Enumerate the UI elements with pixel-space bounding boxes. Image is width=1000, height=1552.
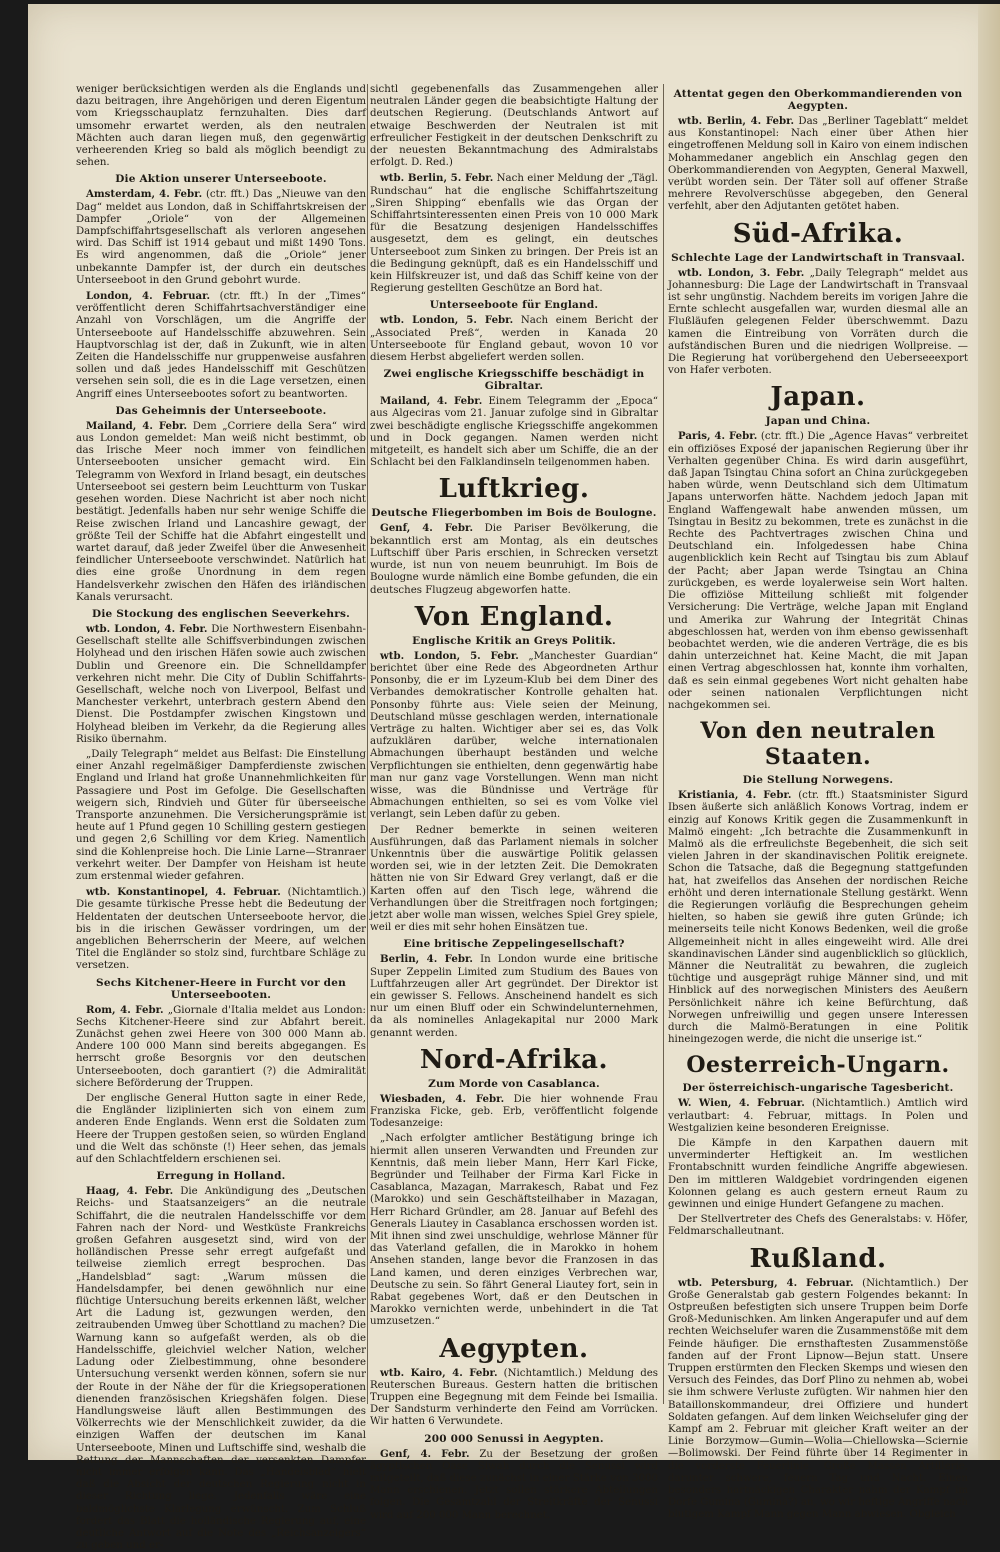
article-paragraph (668, 789, 968, 1046)
column-1 (76, 84, 367, 1552)
article-headline: Unterseeboote für England. (429, 299, 599, 312)
dateline: wtb. Berlin, 4. Febr. (678, 115, 795, 127)
article-headline: Das Geheimnis der Unterseeboote. (115, 404, 327, 417)
column-rule (663, 84, 664, 1404)
article-headline: Zum Morde von Casablanca. (428, 1077, 600, 1090)
dateline: wtb. London, 4. Febr. (86, 622, 208, 635)
dateline: Kristiania, 4. Febr. (678, 789, 792, 802)
paragraph-text: Zu der Besetzung der großen ägyptischen Oase Siwah durch die Senussi wird mitgeteilt, daß diese zunächst in einer Stärke von 3000 Mann erschienen. Jetzt sollen stärkere Abteilungen folgen. Die Gesamtzahl der Streitkräfte der Senussi wird auf 200 000 Mann berechnet. (370, 1448, 658, 1521)
dateline: Genf, 4. Febr. (380, 522, 473, 535)
article-paragraph (370, 1093, 658, 1131)
dateline: London, 4. Februar. (86, 290, 211, 303)
article-headline: Eine britische Zeppelingesellschaft? (403, 938, 625, 951)
article-paragraph (76, 1004, 366, 1090)
section-heading: Süd-Afrika. (732, 218, 904, 249)
section-heading: Japan. (770, 382, 866, 413)
paragraph-text: (ctr. fft.) In der „Times“ veröffentlicht deren Schiffahrtsachverständiger eine Anzahl von Vorschlägen, um die Angriffe der Unterseeboote auf Handelsschiffe abzuwehren. Sein Hauptvorschlag ist der, daß in Zukunft, wie in alten Zeiten die Handelsschiffe nur gruppenweise ausfahren sollen und daß jedes Handelsschiff mit Geschützen versehen sein soll, die es in die Lage versetzen, einen Angriff eines Unterseebootes sofort zu beantworten. (76, 291, 366, 400)
article-paragraph (76, 886, 366, 972)
article-headline: Deutsche Fliegerbomben im Bois de Boulogne. (371, 507, 657, 520)
dateline: Wiesbaden, 4. Febr. (380, 1092, 505, 1105)
article-paragraph: sichtl gegebenenfalls das Zusammengehen aller neutralen Länder gegen die beabsichtigte Haltung der deutschen Regierung. (Deutschlands Antwort auf etwaige Beschwerden der Neutralen ist mit erfreulicher Festigkeit in der deutschen Denkschrift zu der neuesten Bekanntmachung des Admiralstabs erfolgt. D. Red.) (370, 84, 658, 169)
paragraph-text: (Nichtamtlich.) Meldung des Reuterschen Bureaus. Gestern hatten die britischen Truppen eine Begegnung mit dem Feinde bei Ismailia. Der Sandsturm verhinderte den Feind am Vorrücken. Wir hatten 6 Verwundete. (370, 1367, 658, 1428)
dateline: Mailand, 4. Febr. (86, 419, 188, 432)
paragraph-text: Die Ankündigung des „Deutschen Reichs- und Staatsanzeigers“ an die neutrale Schiffahrt, die die neutralen Handelsschiffe vor dem Fahren nach der Nord- und Westküste Frankreichs großen Gefahren ausgesetzt sind, wird von der holländischen Presse sehr erregt aufgefaßt und teilweise ziemlich erregt besprochen. Das „Handelsblad“ sagt: „Warum müssen die Handelsdampfer, bei denen gewöhnlich nur eine flüchtige Untersuchung bereits erkennen läßt, welcher Art die Ladung ist, gezwungen werden, den zeitraubenden Umweg über Schottland zu machen? Die Warnung kann so aufgefaßt werden, als ob die Handelsschiffe, gleichviel welcher Nation, welcher Ladung oder Zielbestimmung, ohne besondere Untersuchung versenkt werden können, sofern sie nur der Route in der Nähe der für die Kriegsoperationen dienenden französischen Kriegshäfen folgen. Diese Handlungsweise läuft allen Bestimmungen des Völkerrechts wie der Menschlichkeit zuwider, da die einzigen Waffen der deutschen im Kanal Unterseeboote, Minen und Luftschiffe sind, weshalb die Rettung der Mannschaften der versenkten Dampfer nicht immer erfolgen kann. Das „Handelsblad“ hielt daß die Absicht der deutschen Regierung nicht in dieser Richtung liege. Jedenfalls wäre eine baldmöglichste Klarlegung erwünscht. Zum Schluß fordert das Blatt die holländische Regierung auf, eine deutliche Antwort auf die Note des „Reichsanzeigers“ zu geben und er- (76, 1186, 367, 1552)
paragraph-text: Dem „Corriere della Sera“ wird aus London gemeldet: Man weiß nicht bestimmt, ob das Irische Meer noch immer von feindlichen Unterseebooten unsicher gemacht wird. Ein Telegramm von Wexford in Irland besagt, ein deutsches Unterseeboot sei gestern beim Leuchtturm von Tuskar gesehen worden. Diese Nachricht ist aber noch nicht bestätigt. Jedenfalls haben nur sehr wenige Schiffe die Reise zwischen Irland und Lancashire gewagt, der größte Teil der Schiffe hat die Abfahrt eingestellt und wartet darauf, daß jeder Zweifel über die Anwesenheit feindlicher Unterseeboote verschwindet. Natürlich hat dies eine große Unordnung in dem regen Handelsverkehr zwischen den Häfen des irländischen Kanals verursacht. (76, 420, 366, 603)
dateline: wtb. Konstantinopel, 4. Februar. (86, 886, 281, 899)
article-paragraph: „Nach erfolgter amtlicher Bestätigung bringe ich hiermit allen unseren Verwandten und Freunden zur Kenntnis, daß mein lieber Mann, Herr Karl Ficke, Begründer und Teilhaber der Firma Karl Ficke in Casablanca, Mazagan, Marrakesch, Rabat und Fez (Marokko) und sein Geschäftsteilhaber in Mazagan, Herr Richard Gründler, am 28. Januar auf Befehl des Generals Liautey in Casablanca erschossen worden ist. Mit ihnen sind zwei unschuldige, wehrlose Männer für das Vaterland gefallen, die in Marokko in hohem Ansehen standen, lange bevor die Franzosen in das Land kamen, und deren einziges Verbrechen war, Deutsche zu sein. So fährt General Liautey fort, sein in Rabat gegebenes Wort, daß er den Deutschen in Marokko vernichten werde, unbehindert in die Tat umzusetzen.“ (370, 1133, 658, 1328)
dateline: Mailand, 4. Febr. (380, 395, 483, 408)
article-paragraph (668, 430, 968, 712)
section-heading: Aegypten. (439, 1333, 589, 1364)
dateline: wtb. Kairo, 4. Febr. (380, 1366, 498, 1379)
section-heading: Nord-Afrika. (419, 1044, 609, 1075)
paragraph-text: (ctr. fft.) Staatsminister Sigurd Ibsen äußerte sich anläßlich Konows Vortrag, indem er einzig auf Konows Kritik gegen die Zusammenkunft in Malmö eingeht: „Ich betrachte die Zusammenkunft in Malmö als die erfreulichste Begebenheit, die sich seit vielen Jahren in der skandinavischen Politik ereignete. Schon die Tatsache, daß die Begegnung stattgefunden hat, hat zweifellos das Ansehen der nordischen Reiche erhöht und deren internationale Stellung gestärkt. Wenn die Regierungen vorläufig die Besprechungen geheim hielten, so haben sie gewiß ihre guten Gründe; ich meinerseits teile nicht Konows Bedenken, weil die große Allgemeinheit nicht in alles eingeweiht wird. Alle drei skandinavischen Länder sind augenblicklich so glücklich, Männer die Neutralität zu bewahren, die zugleich tüchtige und ausgeprägt ruhige Männer sind, und mit Hinblick auf des norwegischen Ministers des Aeußern Persönlichkeit nähre ich keine Befürchtung, daß Norwegen unfreiwillig und gegen unsere Interessen durch die Malmö-Beratungen in eine Politik hineingezogen werde, die nicht die unserige ist.“ (668, 790, 968, 1046)
article-headline: Englische Kritik an Greys Politik. (412, 634, 616, 647)
article-headline: Erregung in Holland. (156, 1170, 286, 1183)
article-paragraph: „Daily Telegraph“ meldet aus Belfast: Die Einstellung einer Anzahl regelmäßiger Dampferdienste zwischen England und Irland hat große Unannehmlichkeiten für Passagiere und Post im Gefolge. Die Gesellschaften weigern sich, Rindvieh und Güter für überseeische Transporte anzunehmen. Die Versicherungsprämie ist heute auf 1 Pfund gegen 10 Schilling gestern gestiegen und gegen 2,6 Schilling vor dem Krieg. Namentlich sind die Kohlenpreise hoch. Die Linie Larne—Stranraer verkehrt weiter. Der Dampfer von Heisham ist heute zum erstenmal wieder gefahren. (76, 748, 366, 882)
paragraph-text: (Nichtamtlich.) Der Große Generalstab gab gestern Folgendes bekannt: In Ostpreußen befestigten sich unsere Truppen beim Dorfe Groß-Medunischken. Am linken Angerapufer und auf dem rechten Weichselufer waren die Zusammenstöße mit dem Feinde häufiger. Die ernsthaftesten Zusammenstöße fanden auf der Front Lipnow—Bejun statt. Unsere Truppen erstürmten den Flecken Skemps und wiesen den Versuch des Feindes, das Dorf Plino zu nehmen ab, wobei sie ihm schwere Verluste zufügten. Wir nahmen hier den Bataillonskommandeur, drei Offiziere und hundert Soldaten gefangen. Auf dem linken Weichselufer ging der Kampf am 2. Februar mit gleicher Kraft weiter an der Linie Borzymow—Gumin—Wolia—Chiellowska—Sciernie—Bolimowski. Der Feind führte über 14 Regimenter in die vorderste Feuerlinie. Große Massen Artillerie, darunter schwere, feuern Tag und Nacht. Einen besonders hartnäckigen Charakter nahm der Kampf im Dorfe Gumina (Guminà?) an, wo wir heftige Angriffe nach blutigem Kampf Mann gegen Mann abwiesen. Obgleich (668, 1277, 969, 1521)
article-paragraph (76, 290, 366, 401)
column-2 (370, 84, 659, 1521)
dateline: Berlin, 4. Febr. (380, 953, 473, 966)
article-paragraph (668, 115, 968, 214)
paragraph-text: „Daily Telegraph“ meldet aus Johannesburg: Die Lage der Landwirtschaft in Transvaal ist sehr ungünstig. Nachdem bereits im vorigen Jahre die Ernte schlecht ausgefallen war, wurden diesmal alle an Flußläufen gelegenen Felder überschwemmt. Dazu kamen die Eintreibung von Vorräten durch die aufständischen Buren und die niedrigen Wollpreise. — Die Regierung hat vorübergehend den Ueberseeexport von Hafer verboten. (668, 267, 968, 377)
section-heading: Oesterreich-Ungarn. (686, 1052, 950, 1079)
column-rule (367, 84, 368, 1404)
paragraph-text: „Manchester Guardian“ berichtet über eine Rede des Abgeordneten Arthur Ponsonby, die er im Lyzeum-Klub bei dem Diner des Verbandes demokratischer Kontrolle gehalten hat. Ponsonby führte aus: Viele seien der Meinung, Deutschland müsse geschlagen werden, internationale Verträge zu halten. Wichtiger aber sei es, das Volk aufzuklären darüber, welche internationalen Abmachungen überhaupt beständen und welche Verpflichtungen sie enthielten, denn gegenwärtig habe man nur ganz vage Vorstellungen. Wenn man nicht wisse, was die Bündnisse und Verträge für Abmachungen enthielten, so sei es vom Volke viel verlangt, sein Leben dafür zu geben. (370, 650, 658, 821)
section-heading: Rußland. (749, 1243, 887, 1274)
article-paragraph: Der englische General Hutton sagte in einer Rede, die Engländer liziplinierten sich von einem zum anderen Ende Englands. Wenn erst die Soldaten zum Heere der Truppen gestoßen seien, so würden England und die Welt das schönste (!) Heer sehen, das jemals auf den Schlachtfeldern erschienen sei. (76, 1093, 366, 1166)
paragraph-text: Die Pariser Bevölkerung, die bekanntlich erst am Montag, als ein deutsches Luftschiff über Paris erschien, in Schrecken versetzt wurde, ist nun von neuem beunruhigt. Im Bois de Boulogne wurde nämlich eine Bombe gefunden, die ein deutsches Flugzeug abgeworfen hatte. (370, 523, 658, 596)
article-paragraph (668, 1277, 968, 1522)
article-headline: Der österreichisch-ungarische Tagesbericht. (682, 1082, 954, 1095)
article-paragraph (370, 953, 658, 1039)
article-paragraph (370, 1367, 658, 1429)
article-paragraph (370, 395, 658, 469)
column-3 (668, 84, 969, 1521)
section-heading: Luftkrieg. (438, 474, 590, 505)
dateline: Genf, 4. Febr. (380, 1447, 470, 1460)
article-paragraph (370, 1448, 658, 1522)
article-headline: Die Aktion unserer Unterseeboote. (115, 173, 327, 186)
section-heading: Von den neutralen Staaten. (700, 718, 936, 771)
article-paragraph: weniger berücksichtigen werden als die Englands und dazu beitragen, ihre Angehörigen und deren Eigentum vom Kriegsschauplatz fernzuhalten. Dies darf umsomehr erwartet werden, als den neutralen Mächten auch daran liegen muß, den gegenwärtig verheerenden Krieg so bald als möglich beendigt zu sehen. (76, 84, 366, 169)
article-paragraph: Der Stellvertreter des Chefs des Generalstabs: v. Höfer, Feldmarschalleutnant. (668, 1214, 968, 1238)
article-headline: Zwei englische Kriegsschiffe beschädigt in Gibraltar. (383, 368, 645, 393)
article-paragraph (370, 314, 658, 364)
paragraph-text: (ctr. fft.) Die „Agence Havas“ verbreitet ein offiziöses Exposé der japanischen Regierung über ihr Verhalten gegenüber China. Es wird darin ausgeführt, daß Japan Tsingtau China sofort an China zurückgegeben haben würde, wenn Deutschland sich dem Ultimatum Japans unterworfen hätte. Nachdem jedoch Japan mit England Waffengewalt habe anwenden müssen, um Tsingtau in Besitz zu bekommen, trete es zunächst in die Rechte des Pachtvertrages zwischen China und Deutschland ein. Infolgedessen habe China augenblicklich kein Recht auf Tsingtau bis zum Ablauf der Pacht; aber Japan werde Tsingtau an China zurückgeben, es werde loyalerweise sein Wort halten. Die offiziöse Mitteilung schließt mit folgender Versicherung: Die Verträge, welche Japan mit England und Amerika zur Wahrung der Integrität Chinas abgeschlossen hat, werden von ihm ebenso gewissenhaft beobachtet werden, wie die anderen Verträge, die es bis dahin unterzeichnet hat. Keine Macht, die mit Japan einen Vertrag abgeschlossen hat, konnte ihm vorhalten, daß es sein einmal gegebenes Wort nicht gehalten habe oder seinen nationalen Verpflichtungen nicht nachgekommen sei. (668, 431, 968, 711)
article-paragraph: Die Kämpfe in den Karpathen dauern mit unverminderter Heftigkeit an. Im westlichen Frontabschnitt wurden feindliche Angriffe abgewiesen. Den im mittleren Waldgebiet vordringenden eigenen Kolonnen gelang es auch gestern erneut Raum zu gewinnen und einige Hundert Gefangene zu machen. (668, 1138, 968, 1211)
paragraph-text: (ctr. fft.) Das „Nieuwe van den Dag“ meldet aus London, daß in Schiffahrtskreisen der Dampfer „Oriole“ von der Allgemeinen Dampfschiffahrtsgesellschaft als verloren angesehen wird. Das Schiff ist 1914 gebaut und mißt 1490 Tons. Es wird angenommen, daß die „Oriole“ jener unbekannte Dampfer ist, der durch ein deutsches Unterseeboot in den Grund gebohrt wurde. (76, 189, 367, 286)
paragraph-text: Einem Telegramm der „Epoca“ aus Algeciras vom 21. Januar zufolge sind in Gibraltar zwei beschädigte englische Kriegsschiffe angekommen und in Dock gegangen. Namen werden nicht mitgeteilt, es handelt sich aber um Schiffe, die an der Schlacht bei den Falklandinseln teilgenommen haben. (370, 396, 658, 469)
article-paragraph (76, 188, 366, 287)
dateline: Amsterdam, 4. Febr. (86, 188, 203, 201)
article-headline: Schlechte Lage der Landwirtschaft in Transvaal. (671, 251, 965, 264)
article-paragraph (76, 623, 366, 746)
dateline: Paris, 4. Febr. (678, 430, 758, 443)
article-headline: Japan und China. (765, 415, 871, 428)
article-paragraph (76, 1185, 366, 1552)
dateline: Haag, 4. Febr. (86, 1185, 174, 1198)
paragraph-text: Nach einer Meldung der „Tägl. Rundschau“ hat die englische Schiffahrtszeitung „Siren Shipping“ ebenfalls wie das Organ der Schiffahrtsinteressenten einen Preis von 10 000 Mark für die Besatzung desjenigen Handelsschiffes ausgesetzt, dem es gelingt, ein deutsches Unterseeboot zum Sinken zu bringen. Der Preis ist an die Bedingung geknüpft, daß es ein Handelsschiff und kein Hilfskreuzer ist, und daß das Schiff keine von der Regierung gestellten Geschütze an Bord hat. (370, 173, 658, 295)
paragraph-text: (Nichtamtlich.) Amtlich wird verlautbart: 4. Februar, mittags. In Polen und Westgalizien keine besonderen Ereignisse. (668, 1098, 968, 1134)
article-paragraph: Der Redner bemerkte in seinen weiteren Ausführungen, daß das Parlament niemals in solcher Unkenntnis über die auswärtige Politik gelassen worden sei, wie in der letzten Zeit. Die Demokraten hätten nie von Sir Edward Grey verlangt, daß er die Karten offen auf den Tisch lege, während die Verhandlungen über die Streitfragen noch fortgingen; jetzt aber wolle man wissen, welches Spiel Grey spiele, weil er dies mit sehr hohen Einsätzen tue. (370, 824, 658, 934)
section-heading: Von England. (414, 601, 614, 632)
article-paragraph (76, 420, 366, 604)
dateline: W. Wien, 4. Februar. (678, 1097, 805, 1110)
dateline: wtb. London, 3. Febr. (678, 266, 805, 279)
dateline: Rom, 4. Febr. (86, 1003, 164, 1016)
article-headline: Attentat gegen den Oberkommandierenden von Aegypten. (673, 88, 963, 112)
paragraph-text: In London wurde eine britische Super Zeppelin Limited zum Studium des Baues von Luftfahrzeugen aller Art gegründet. Der Direktor ist ein gewisser S. Fellows. Anscheinend handelt es sich nur um einen Bluff oder ein Schwindelunternehmen, da als nominelles Anlagekapital nur 2000 Mark genannt werden. (370, 954, 659, 1039)
paragraph-text: Nach einem Bericht der „Associated Preß“, werden in Kanada 20 Unterseeboote für England gebaut, wovon 10 vor diesem Herbst abgeliefert werden sollen. (370, 315, 659, 364)
dateline: wtb. Berlin, 5. Febr. (380, 172, 494, 185)
paragraph-text: (Nichtamtlich.) Die gesamte türkische Presse hebt die Bedeutung der Heldentaten der deutschen Unterseeboote hervor, die bis in die irischen Gewässer vordringen, um der angeblichen Beherrscherin der Meere, auf welchen Titel die Engländer so stolz sind, furchtbare Schläge zu versetzen. (76, 887, 366, 972)
dateline: wtb. London, 5. Febr. (380, 649, 519, 662)
article-paragraph (370, 522, 658, 596)
page-edge (978, 4, 1000, 1460)
paragraph-text: „Giornale d'Italia meldet aus London: Sechs Kitchener-Heere sind zur Abfahrt bereit. Zunächst gehen zwei Heere von 300 000 Mann ab. Andere 100 000 Mann sind bereits abgegangen. Es herrscht große Besorgnis vor den deutschen Unterseebooten, doch garantiert (?) die Admiralität sichere Beförderung der Truppen. (76, 1004, 366, 1089)
article-headline: 200 000 Senussi in Aegypten. (424, 1432, 604, 1445)
article-paragraph (668, 267, 968, 378)
article-headline: Die Stockung des englischen Seeverkehrs. (92, 607, 350, 620)
article-headline: Die Stellung Norwegens. (742, 774, 894, 787)
article-headline: Sechs Kitchener-Heere in Furcht vor den Unterseebooten. (96, 976, 346, 1001)
paragraph-text: Die hier wohnende Frau Franziska Ficke, geb. Erb, veröffentlicht folgende Todesanzeige: (370, 1093, 658, 1130)
paragraph-text: Die Northwestern Eisenbahn-Gesellschaft stellte alle Schiffsverbindungen zwischen Holyhead und den irischen Häfen sowie auch zwischen Dublin und Greenore ein. Die Schnelldampfer verkehren nicht mehr. Die City of Dublin Schiffahrts-Gesellschaft, welche noch von Liverpool, Belfast und Manchester verkehrt, unterbrach gestern Abend den Dienst. Die Postdampfer zwischen Kingstown und Holyhead bleiben im Verkehr, da die Regierung alles Risiko übernahm. (76, 623, 366, 745)
dateline: wtb. London, 5. Febr. (380, 314, 514, 327)
dateline: wtb. Petersburg, 4. Februar. (678, 1276, 854, 1289)
article-paragraph (668, 1097, 968, 1135)
article-paragraph (370, 172, 658, 295)
paragraph-text: Das „Berliner Tageblatt“ meldet aus Konstantinopel: Nach einer über Athen hier eingetroffenen Meldung soll in Kairo von einem indischen Mohammedaner angeblich ein Anschlag gegen den Oberkommandierenden von Aegypten, General Maxwell, verübt worden sein. Der Täter soll auf offener Straße mehrere Revolverschüsse abgegeben, den General verfehlt, aber den Adjutanten getötet haben. (668, 116, 968, 213)
article-paragraph (370, 650, 658, 822)
newspaper-page (28, 4, 1000, 1552)
